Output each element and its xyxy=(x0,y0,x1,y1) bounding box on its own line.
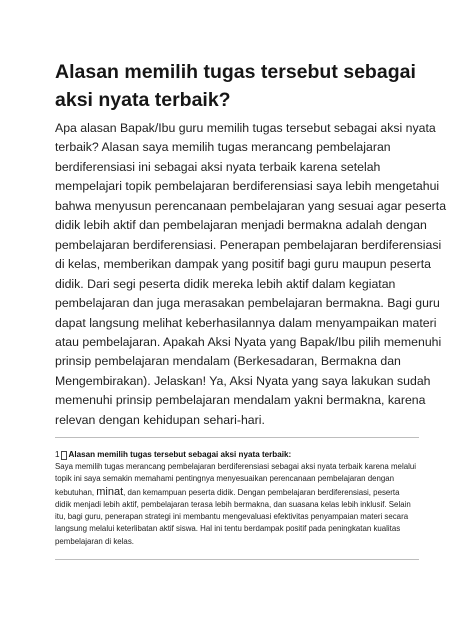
footnote-line: itu, bagi guru, penerapan strategi ini membantu mengevaluasi efektivitas penyampaian materi secara xyxy=(55,512,409,522)
footnote-line: topik ini saya semakin memahami pentingnya menyesuaikan perencanaan pembelajaran dengan xyxy=(55,474,395,484)
body-line: atau pembelajaran. Apakah Aksi Nyata yang Bapak/Ibu pilih memenuhi xyxy=(55,334,442,349)
body-line: pembelajaran berdiferensiasi. Penerapan pembelajaran berdiferensiasi xyxy=(55,237,442,252)
footnote-number: 1 xyxy=(55,450,60,459)
footnote-text: , dan kemampuan peserta didik. Dengan pembelajaran berdiferensiasi, peserta xyxy=(123,487,400,497)
body-line: bahwa menyusun perencanaan pembelajaran yang sesuai agar peserta xyxy=(55,198,447,213)
footnote-enlarged-word: minat xyxy=(96,485,124,498)
footnote-divider-bottom xyxy=(55,559,419,560)
body-line: didik lebih aktif dan pembelajaran menjadi bermakna adalah dengan xyxy=(55,218,427,233)
footnote-line: Saya memilih tugas merancang pembelajaran berdiferensiasi sebagai aksi nyata terbaik karena melalui xyxy=(55,462,416,471)
checkbox-glyph-icon xyxy=(61,451,67,460)
body-line: relevan dengan kehidupan sehari-hari. xyxy=(55,412,265,427)
body-line: di kelas, memberikan dampak yang positif bagi guru maupun peserta xyxy=(55,257,431,272)
page-title: Alasan memilih tugas tersebut sebagai aksi nyata terbaik? xyxy=(55,61,416,111)
footnote-divider-top xyxy=(55,437,419,438)
body-line: pembelajaran dan juga merasakan pembelajaran bermakna. Bagi guru xyxy=(55,296,440,311)
footnote-line: didik menjadi lebih aktif, pembelajaran terasa lebih bermakna, dan suasana kelas lebih inklusif. Selain xyxy=(55,499,411,509)
body-line: dapat langsung melihat keberhasilannya dalam menyampaikan materi xyxy=(55,315,437,330)
body-line: mempelajari topik pembelajaran berdiferensiasi saya lebih mengetahui xyxy=(55,179,440,194)
footnote-line: langsung melalui keterlibatan aktif siswa. Hal ini tentu berdampak positif pada peningkatan kualitas xyxy=(55,524,401,534)
body-line: didik. Dari segi peserta didik mereka lebih aktif dalam kegiatan xyxy=(55,276,396,291)
body-line: terbaik? Alasan saya memilih tugas merancang pembelajaran xyxy=(55,140,391,155)
body-line: memenuhi prinsip pembelajaran mendalam yakni bermakna, karena xyxy=(55,393,426,408)
footnote-line: pembelajaran di kelas. xyxy=(55,536,134,546)
footnote xyxy=(55,449,425,548)
footnote-text: kebutuhan, xyxy=(55,487,97,497)
body-line: berdiferensiasi ini sebagai aksi nyata terbaik karena setelah xyxy=(55,159,381,174)
body-line: prinsip pembelajaran mendalam (Berkesadaran, Bermakna dan xyxy=(55,354,401,369)
footnote-heading-row xyxy=(55,449,425,461)
body-line: Apa alasan Bapak/Ibu guru memilih tugas tersebut sebagai aksi nyata xyxy=(55,121,436,135)
body-line: Mengembirakan). Jelaskan! Ya, Aksi Nyata yang saya lakukan sudah xyxy=(55,373,431,388)
footnote-heading: Alasan memilih tugas tersebut sebagai aksi nyata terbaik: xyxy=(68,450,292,459)
footnote-line xyxy=(55,486,425,499)
body-text xyxy=(55,119,447,430)
